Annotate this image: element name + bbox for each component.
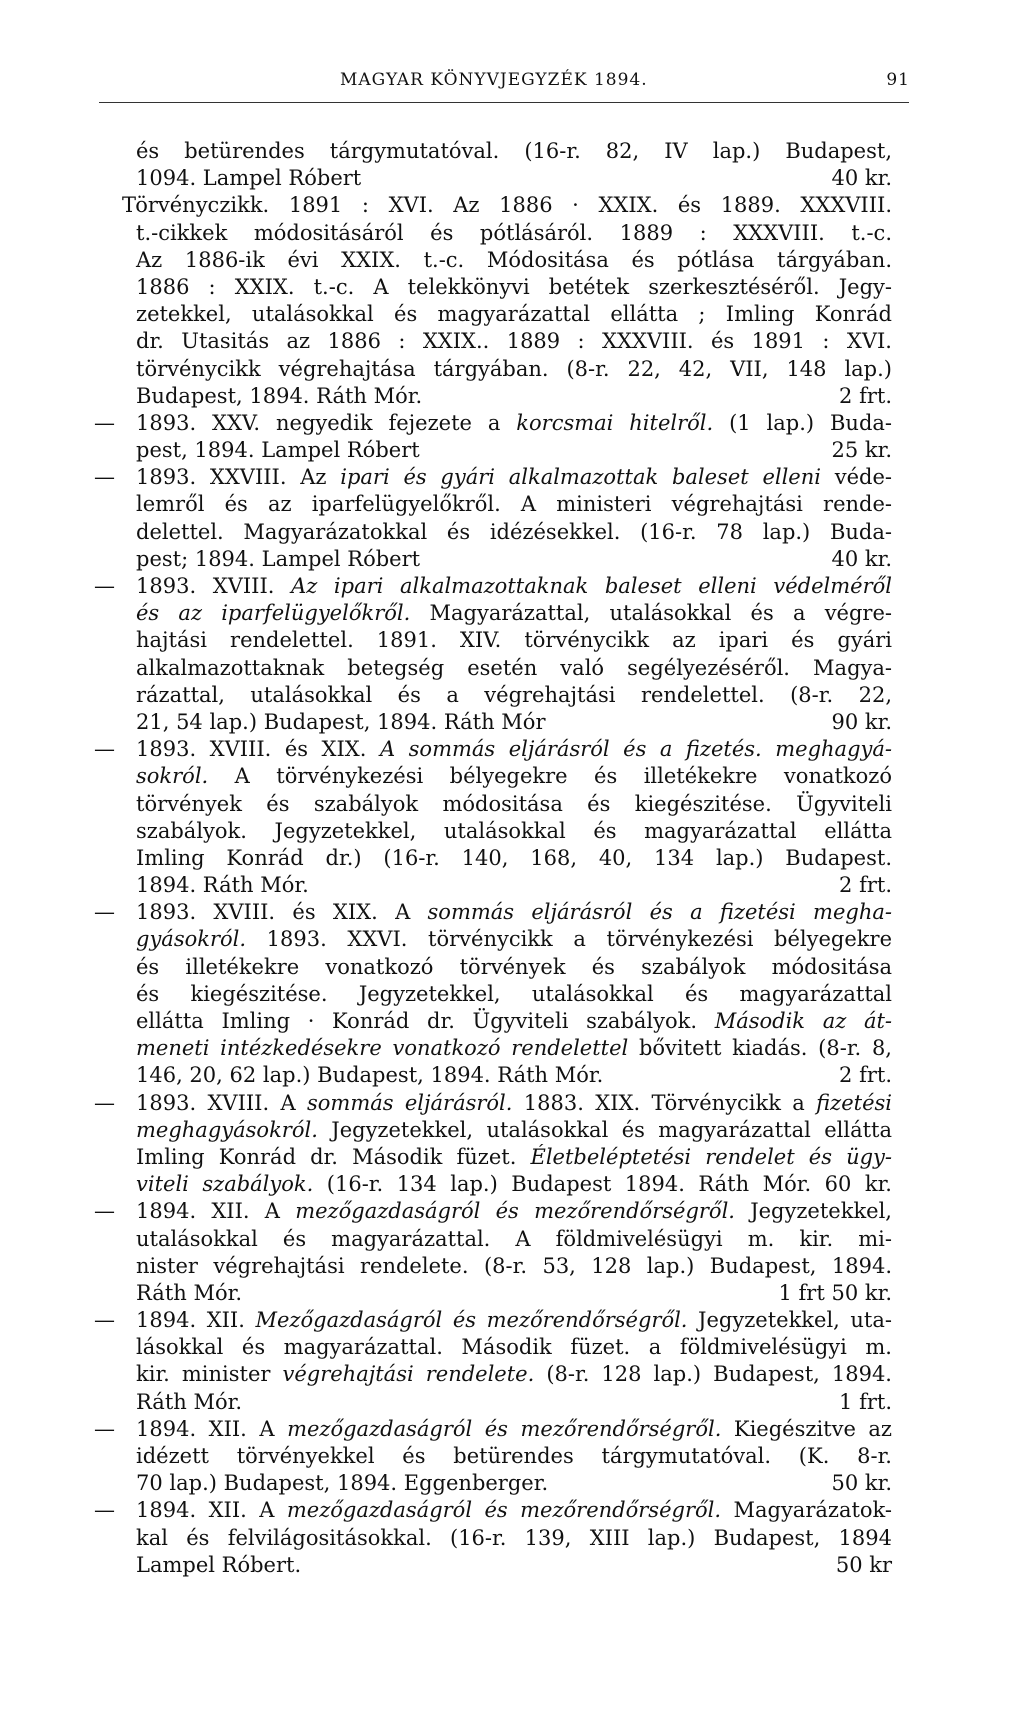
text-line xyxy=(136,899,892,926)
price: 2 frt. xyxy=(839,1063,892,1088)
text-line xyxy=(136,301,892,328)
text-line xyxy=(136,791,892,818)
text-line xyxy=(136,546,892,573)
page-number: 91 xyxy=(886,70,910,90)
text-line xyxy=(136,1307,892,1334)
line-text: — 1894. XII. Mezőgazdaságról és mezőrendőrségről. Jegyzetekkel, uta- xyxy=(136,1308,892,1333)
text-line xyxy=(136,464,892,491)
text-line xyxy=(136,165,892,192)
text-line xyxy=(136,328,892,355)
price: 1 frt 50 kr. xyxy=(778,1280,892,1305)
price: 2 frt. xyxy=(839,383,892,408)
text-line xyxy=(136,1280,892,1307)
line-text: Ráth Mór. xyxy=(136,1280,243,1305)
line-text: idézett törvényekkel és betürendes tárgymutatóval. (K. 8-r. xyxy=(136,1444,892,1468)
line-text: lásokkal és magyarázattal. Második füzet. a földmivelésügyi m. xyxy=(136,1335,892,1360)
line-text: Ráth Mór. xyxy=(136,1389,243,1414)
price: 40 kr. xyxy=(831,546,892,571)
line-text: és az iparfelügyelőkről. Magyarázattal, utalásokkal és a végre- xyxy=(136,601,892,626)
title-italic: ipari és gyári alkalmazottak baleset elleni xyxy=(340,465,821,490)
text-line xyxy=(136,383,892,410)
title-italic: és az iparfelügyelőkről. xyxy=(136,601,411,626)
page-title: MAGYAR KÖNYVJEGYZÉK 1894. xyxy=(340,70,648,90)
text-line xyxy=(136,1062,892,1089)
line-text: — 1893. XVIII. és XIX. A sommás eljárásról és a fizetési megha- xyxy=(136,900,892,925)
line-text: delettel. Magyarázatokkal és idézésekkel. (16-r. 78 lap.) Buda- xyxy=(136,519,892,544)
line-text: 1894. Ráth Mór. xyxy=(136,873,309,898)
line-text: meneti intézkedésekre vonatkozó rendelettel bővitett kiadás. (8-r. 8, xyxy=(136,1036,892,1061)
text-line xyxy=(136,1008,892,1035)
line-text: 146, 20, 62 lap.) Budapest, 1894. Ráth Mór. xyxy=(136,1063,604,1088)
title-italic: Mezőgazdaságról és mezőrendőrségről. xyxy=(255,1308,688,1333)
text-line xyxy=(136,1361,892,1388)
text-line xyxy=(136,682,892,709)
line-text: 1886 : XXIX. t.-c. A telekkönyvi betétek szerkesztéséről. Jegy- xyxy=(136,274,892,299)
line-text: és betürendes tárgymutatóval. (16-r. 82, IV lap.) Budapest, xyxy=(136,139,892,163)
running-head xyxy=(140,64,910,96)
text-line xyxy=(136,519,892,546)
title-italic: sommás eljárásról. xyxy=(306,1090,513,1115)
text-line xyxy=(136,1416,892,1443)
title-italic: sokról. xyxy=(136,764,209,789)
text-line xyxy=(136,573,892,600)
title-italic: végrehajtási rendelete. xyxy=(282,1362,535,1387)
text-line xyxy=(136,1171,892,1198)
line-text: t.-cikkek módositásáról és pótlásáról. 1889 : XXXVIII. t.-c. xyxy=(136,220,892,245)
price: 90 kr. xyxy=(831,709,892,734)
line-text: — 1893. XVIII. és XIX. A sommás eljárásról és a fizetés. meghagyá- xyxy=(136,737,893,762)
line-text: törvénycikk végrehajtása tárgyában. (8-r. 22, 42, VII, 148 lap.) xyxy=(136,356,892,381)
line-text: sokról. A törvénykezési bélyegekre és illetékekre vonatkozó xyxy=(136,764,892,789)
line-text: — 1893. XVIII. Az ipari alkalmazottaknak baleset elleni védelméről xyxy=(136,574,892,598)
text-line xyxy=(136,437,892,464)
text-line xyxy=(136,1443,892,1470)
title-italic: gyásokról. xyxy=(136,927,247,952)
line-text: rázattal, utalásokkal és a végrehajtási rendelettel. (8-r. 22, xyxy=(136,682,892,707)
line-text: meghagyásokról. Jegyzetekkel, utalásokkal és magyarázattal ellátta xyxy=(136,1117,892,1142)
line-text: — 1894. XII. A mezőgazdaságról és mezőrendőrségről. Jegyzetekkel, xyxy=(136,1199,892,1224)
line-text: ellátta Imling · Konrád dr. Ügyviteli szabályok. Második az át- xyxy=(136,1009,892,1033)
text-line xyxy=(136,627,892,654)
text-line xyxy=(136,274,892,301)
price: 40 kr. xyxy=(831,166,892,191)
price: 50 kr. xyxy=(831,1471,892,1496)
line-text: — 1894. XII. A mezőgazdaságról és mezőrendőrségről. Magyarázatok- xyxy=(136,1498,893,1523)
line-text: viteli szabályok. (16-r. 134 lap.) Budapest 1894. Ráth Mór. 60 kr. xyxy=(136,1172,892,1197)
line-text: 1094. Lampel Róbert xyxy=(136,166,362,191)
line-text: dr. Utasitás az 1886 : XXIX.. 1889 : XXXVIII. és 1891 : XVI. xyxy=(136,329,892,354)
line-text: — 1893. XXV. negyedik fejezete a korcsmai hitelről. (1 lap.) Buda- xyxy=(136,410,893,435)
line-text: pest, 1894. Lampel Róbert xyxy=(136,438,420,463)
title-italic: korcsmai hitelről. xyxy=(516,410,714,435)
line-text: 21, 54 lap.) Budapest, 1894. Ráth Mór xyxy=(136,709,546,734)
title-italic: mezőgazdaságról és mezőrendőrségről. xyxy=(286,1498,722,1523)
line-text: — 1894. XII. A mezőgazdaságról és mezőrendőrségről. Kiegészitve az xyxy=(136,1416,892,1441)
text-line xyxy=(136,1226,892,1253)
title-italic: meghagyásokról. xyxy=(136,1117,318,1142)
line-text: Imling Konrád dr.) (16-r. 140, 168, 40, 134 lap.) Budapest. xyxy=(136,845,892,870)
text-line xyxy=(136,1389,892,1416)
text-line xyxy=(136,845,892,872)
line-text: — 1893. XVIII. A sommás eljárásról. 1883. XIX. Törvénycikk a fizetési xyxy=(136,1090,892,1115)
title-italic: mezőgazdaságról és mezőrendőrségről. xyxy=(295,1199,735,1224)
text-line xyxy=(136,491,892,518)
text-line xyxy=(136,981,892,1008)
text-line xyxy=(136,1090,892,1117)
text-line xyxy=(136,1497,892,1524)
line-text: Lampel Róbert. xyxy=(136,1552,302,1577)
text-line xyxy=(136,763,892,790)
line-text: nister végrehajtási rendelete. (8-r. 53, 128 lap.) Budapest, 1894. xyxy=(136,1253,892,1278)
line-text: Törvényczikk. 1891 : XVI. Az 1886 · XXIX. és 1889. XXXVIII. xyxy=(122,193,892,218)
text-line xyxy=(136,220,892,247)
text-line xyxy=(136,1334,892,1361)
text-line xyxy=(136,954,892,981)
line-text: hajtási rendelettel. 1891. XIV. törvénycikk az ipari és gyári xyxy=(136,628,892,653)
line-text: Budapest, 1894. Ráth Mór. xyxy=(136,383,423,408)
line-text: utalásokkal és magyarázattal. A földmivelésügyi m. kir. mi- xyxy=(136,1226,892,1251)
title-italic: mezőgazdaságról és mezőrendőrségről. xyxy=(287,1416,722,1441)
text-line xyxy=(136,1035,892,1062)
line-text: — 1893. XXVIII. Az ipari és gyári alkalmazottak baleset elleni véde- xyxy=(136,465,892,490)
text-line xyxy=(136,926,892,953)
price: 2 frt. xyxy=(839,873,892,898)
line-text: törvények és szabályok módositása és kiegészitése. Ügyviteli xyxy=(136,791,892,816)
line-text: 70 lap.) Budapest, 1894. Eggenberger. xyxy=(136,1471,549,1496)
line-text: Imling Konrád dr. Második füzet. Életbeléptetési rendelet és ügy- xyxy=(136,1144,893,1169)
text-line xyxy=(136,247,892,274)
line-text: alkalmazottaknak betegség esetén való segélyezéséről. Magya- xyxy=(136,655,892,680)
line-text: zetekkel, utalásokkal és magyarázattal ellátta ; Imling Konrád xyxy=(136,302,892,327)
title-italic: viteli szabályok. xyxy=(136,1172,314,1197)
title-italic: meneti intézkedésekre vonatkozó rendelettel xyxy=(136,1036,629,1061)
text-line xyxy=(136,872,892,899)
price: 50 kr xyxy=(835,1552,892,1577)
text-line xyxy=(136,709,892,736)
title-italic: Az ipari alkalmazottaknak baleset elleni védelméről xyxy=(291,574,892,598)
line-text: gyásokról. 1893. XXVI. törvénycikk a törvénykezési bélyegekre xyxy=(136,927,892,952)
text-line xyxy=(136,600,892,627)
text-line xyxy=(136,655,892,682)
header-rule xyxy=(99,102,909,103)
text-line xyxy=(136,1470,892,1497)
bibliography-text xyxy=(122,138,893,1579)
title-italic: A sommás eljárásról és a fizetés. meghagyá- xyxy=(379,737,893,762)
line-text: lemről és az iparfelügyelőkről. A ministeri végrehajtási rende- xyxy=(136,492,892,517)
line-text: Az 1886-ik évi XXIX. t.-c. Módositása és pótlása tárgyában. xyxy=(136,247,892,272)
line-text: és illetékekre vonatkozó törvények és szabályok módositása xyxy=(136,954,892,979)
text-line xyxy=(136,1525,892,1552)
line-text: szabályok. Jegyzetekkel, utalásokkal és magyarázattal ellátta xyxy=(136,818,892,843)
text-line xyxy=(136,818,892,845)
line-text: pest; 1894. Lampel Róbert xyxy=(136,546,421,571)
text-line xyxy=(136,1552,892,1579)
title-italic: Második az át- xyxy=(714,1009,892,1033)
line-text: és kiegészitése. Jegyzetekkel, utalásokkal és magyarázattal xyxy=(136,981,892,1006)
text-line xyxy=(136,410,892,437)
title-italic: sommás eljárásról és a fizetési megha- xyxy=(427,900,892,925)
text-line xyxy=(136,1117,892,1144)
text-line xyxy=(136,1253,892,1280)
price: 1 frt. xyxy=(839,1389,892,1414)
line-text: kal és felvilágositásokkal. (16-r. 139, XIII lap.) Budapest, 1894 xyxy=(136,1525,892,1550)
price: 25 kr. xyxy=(831,438,892,463)
text-line xyxy=(136,1144,892,1171)
text-line xyxy=(122,192,892,219)
line-text: kir. minister végrehajtási rendelete. (8-r. 128 lap.) Budapest, 1894. xyxy=(136,1362,892,1387)
text-line xyxy=(136,356,892,383)
title-italic: Életbeléptetési rendelet és ügy- xyxy=(530,1144,893,1169)
text-line xyxy=(136,1198,892,1225)
text-line xyxy=(136,736,892,763)
text-line xyxy=(136,138,892,165)
